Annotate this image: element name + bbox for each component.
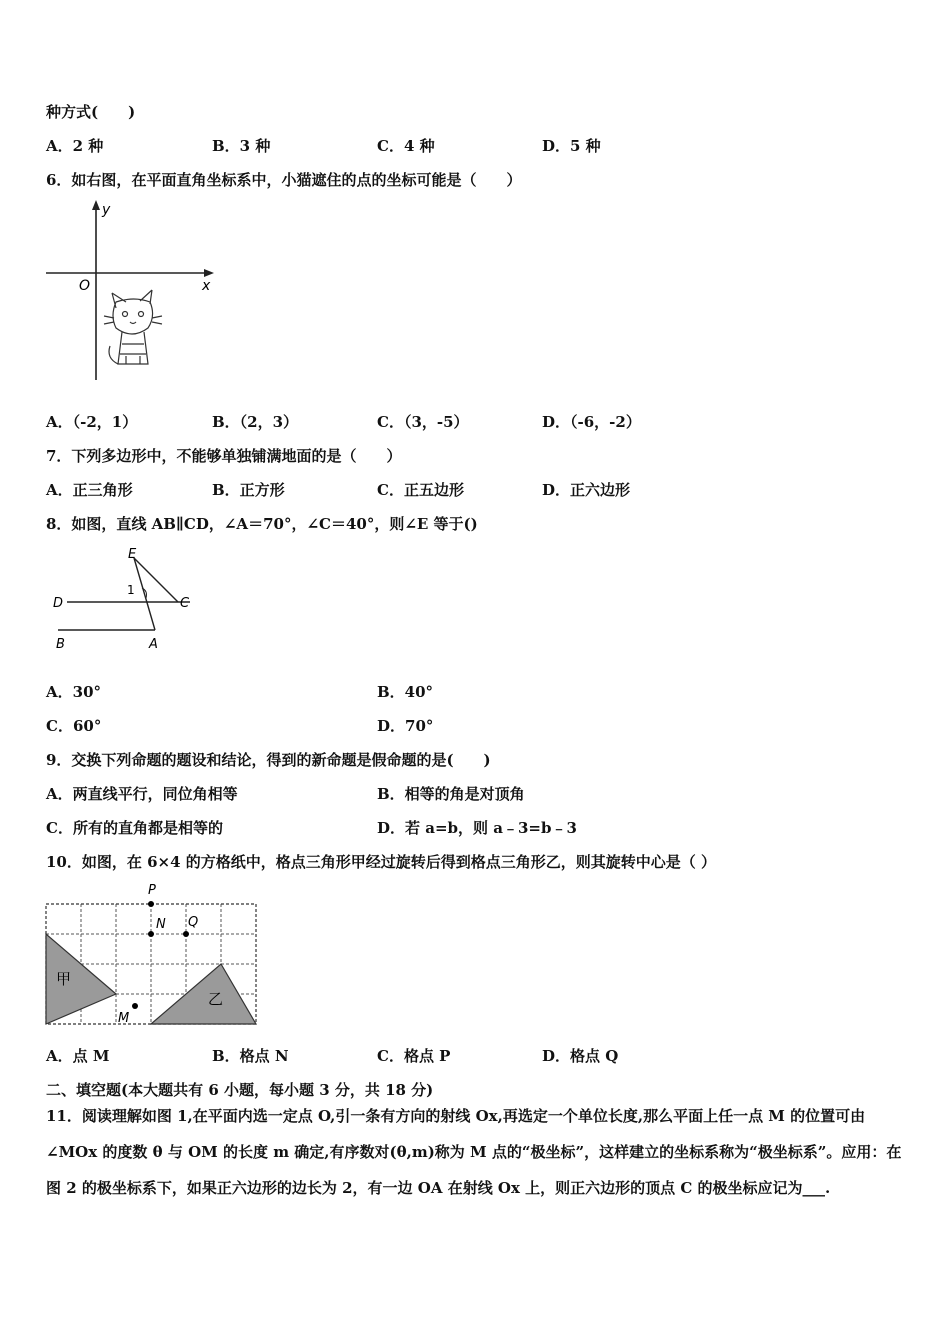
q8-label-d: D (53, 596, 64, 611)
q10-option-d: D．格点 Q (542, 1047, 619, 1065)
section-2-title: 二、填空题(本大题共有 6 小题，每小题 3 分，共 18 分) (46, 1081, 434, 1099)
q6-origin-label: O (79, 278, 91, 294)
q7-stem: 7．下列多边形中，不能够单独铺满地面的是（ ） (46, 447, 402, 465)
q8-stem: 8．如图，直线 AB∥CD，∠A＝70°，∠C＝40°，则∠E 等于() (46, 515, 478, 533)
q9-option-a: A．两直线平行，同位角相等 (46, 785, 238, 803)
q6-option-d: D．（-6，-2） (542, 413, 641, 431)
q9-option-b: B．相等的角是对顶角 (377, 785, 525, 803)
q7-option-d: D．正六边形 (542, 481, 631, 499)
q7-option-b: B．正方形 (212, 481, 285, 499)
q5-option-c: C．4 种 (377, 137, 435, 155)
q8-option-a: A．30° (46, 683, 102, 701)
q7-option-c: C．正五边形 (377, 481, 464, 499)
q8-parallel-lines-figure (50, 544, 210, 656)
q5-option-d: D．5 种 (542, 137, 601, 155)
q10-label-q: Q (188, 915, 199, 930)
q8-label-e: E (128, 547, 137, 562)
q10-label-yi: 乙 (208, 990, 224, 1008)
q6-coordinate-figure (44, 198, 219, 384)
q8-label-b: B (56, 637, 65, 652)
q10-grid-figure (40, 878, 262, 1030)
q7-option-a: A．正三角形 (46, 481, 133, 499)
point-p (148, 901, 154, 907)
q6-x-label: x (202, 278, 211, 294)
q9-option-c: C．所有的直角都是相等的 (46, 819, 223, 837)
q8-label-a: A (149, 637, 158, 652)
q10-label-n: N (156, 917, 166, 932)
q6-option-a: A．（-2，1） (46, 413, 138, 431)
q5-option-b: B．3 种 (212, 137, 271, 155)
q10-option-c: C．格点 P (377, 1047, 451, 1065)
q5-option-a: A．2 种 (46, 137, 104, 155)
cat-icon (104, 290, 162, 364)
q10-label-p: P (148, 883, 156, 898)
q8-option-c: C．60° (46, 717, 102, 735)
q8-option-b: B．40° (377, 683, 434, 701)
q10-label-jia: 甲 (56, 970, 72, 988)
q5-stem: 种方式( ) (46, 103, 136, 121)
q11-text: 11．阅读理解如图 1,在平面内选一定点 O,引一条有方向的射线 Ox,再选定一个单位长度,那么平面上任一点 M 的位置可由∠MOx 的度数 θ 与 OM 的长度 m 确定,有序数对(θ,m)称为 M 点的“极坐标”，这样建立的坐标系称为“极坐标系”。应用：在图 2 的极坐标系下，如果正六边形的边长为 2，有一边 OA 在射线 Ox 上，则正六边形的顶点 C 的极坐标应记为___. (46, 1107, 902, 1197)
q10-option-a: A．点 M (46, 1047, 110, 1065)
q9-stem: 9．交换下列命题的题设和结论，得到的新命题是假命题的是( ) (46, 751, 491, 769)
q6-option-c: C．（3，-5） (377, 413, 469, 431)
q10-stem: 10．如图，在 6×4 的方格纸中，格点三角形甲经过旋转后得到格点三角形乙，则其旋转中心是（ ） (46, 853, 716, 871)
q6-y-label: y (102, 202, 111, 218)
q6-stem: 6．如右图，在平面直角坐标系中，小猫遮住的点的坐标可能是（ ） (46, 171, 522, 189)
q6-option-b: B．（2，3） (212, 413, 299, 431)
q10-option-b: B．格点 N (212, 1047, 289, 1065)
point-q (183, 931, 189, 937)
q10-label-m: M (118, 1011, 130, 1026)
point-m (132, 1003, 138, 1009)
q8-label-angle-1: 1 (127, 583, 135, 597)
point-n (148, 931, 154, 937)
q9-option-d: D．若 a=b，则 a﹣3=b﹣3 (377, 819, 577, 837)
q8-option-d: D．70° (377, 717, 434, 735)
q8-label-c: C (180, 596, 190, 611)
